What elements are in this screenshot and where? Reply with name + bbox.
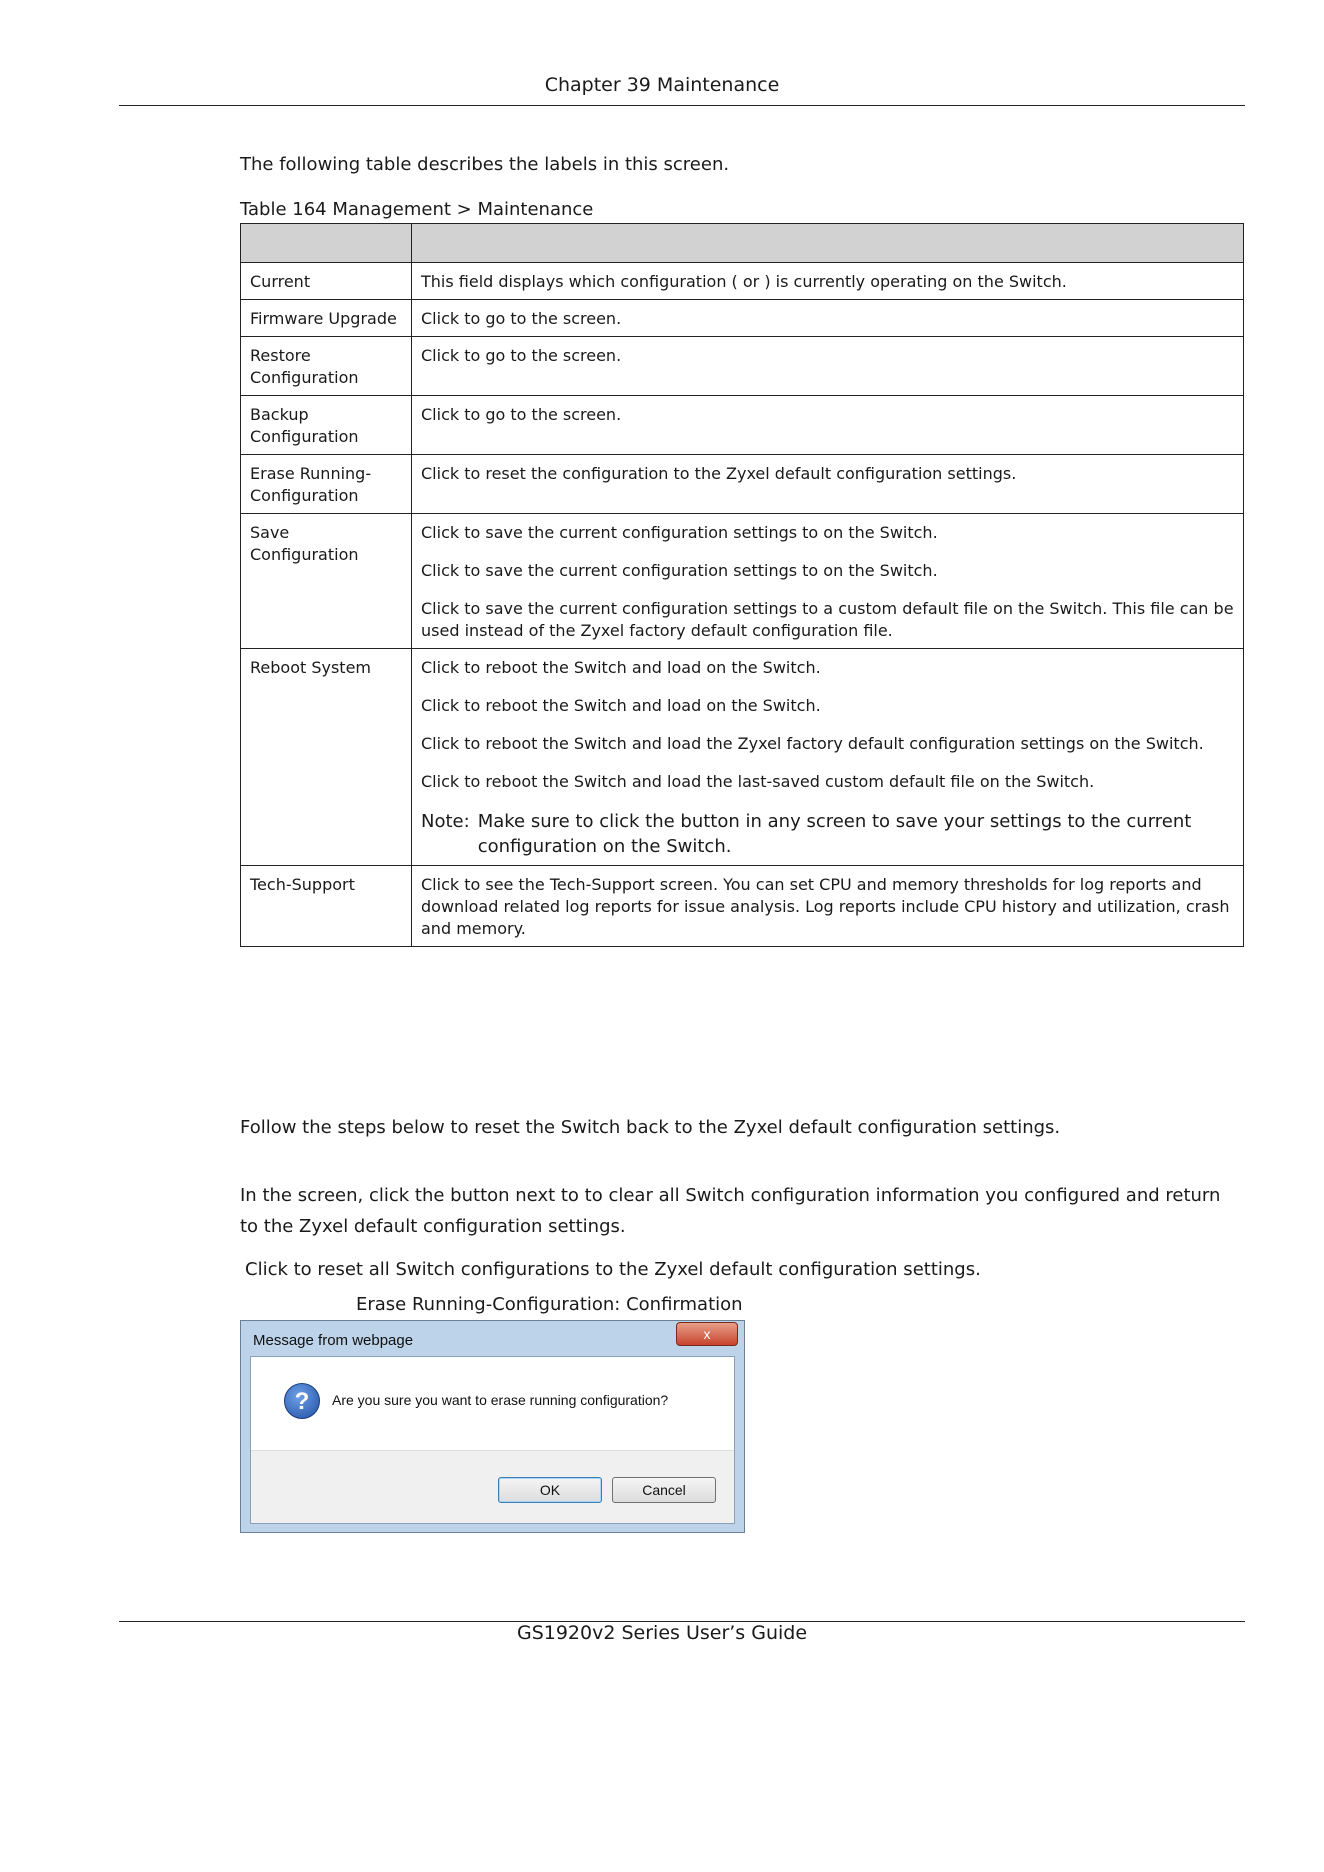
chapter-header: Chapter 39 Maintenance	[544, 74, 780, 96]
table-row	[241, 455, 1244, 514]
row-description	[412, 396, 1244, 455]
note-text: Make sure to click the button in any screen to save your settings to the current configuration on the Switch.	[477, 811, 1192, 857]
desc-paragraph: Click to reboot the Switch and load the Zyxel factory default configuration settings on the Switch.	[421, 734, 1204, 753]
desc-paragraph: Click to go to the screen.	[421, 405, 622, 424]
desc-paragraph: Click to reboot the Switch and load on the Switch.	[421, 696, 821, 715]
table-caption: Table 164 Management > Maintenance	[240, 199, 594, 220]
row-description	[412, 263, 1244, 300]
confirmation-dialog	[240, 1320, 745, 1533]
desc-paragraph: Click to save the current configuration settings to on the Switch.	[421, 523, 938, 542]
note	[421, 809, 1234, 859]
row-description	[412, 455, 1244, 514]
table-row	[241, 263, 1244, 300]
desc-paragraph: Click to see the Tech-Support screen. You can set CPU and memory thresholds for log reports and download related log reports for issue analysis. Log reports include CPU history and utilization, crash and memory.	[421, 875, 1230, 938]
dialog-message: Are you sure you want to erase running configuration?	[332, 1392, 669, 1408]
desc-paragraph: Click to reboot the Switch and load the last-saved custom default file on the Switch.	[421, 772, 1095, 791]
labels-table	[240, 223, 1244, 947]
header-cell-label	[241, 224, 412, 263]
row-description	[412, 649, 1244, 866]
table-header-row	[241, 224, 1244, 263]
row-label: Erase Running-Configuration	[241, 455, 412, 514]
row-description	[412, 337, 1244, 396]
header-cell-description	[412, 224, 1244, 263]
table-row	[241, 649, 1244, 866]
steps-intro: Follow the steps below to reset the Switch back to the Zyxel default configuration settings.	[240, 1117, 1061, 1138]
dialog-title: Message from webpage	[253, 1332, 414, 1349]
table-row	[241, 337, 1244, 396]
row-label: Reboot System	[241, 649, 412, 866]
row-label: Restore Configuration	[241, 337, 412, 396]
row-label: Current	[241, 263, 412, 300]
desc-paragraph: Click to go to the screen.	[421, 309, 622, 328]
dialog-body	[250, 1356, 735, 1524]
question-icon: ?	[284, 1383, 320, 1419]
table-row	[241, 514, 1244, 649]
header-rule	[119, 105, 1245, 106]
intro-text: The following table describes the labels in this screen.	[240, 154, 730, 175]
desc-paragraph: Click to save the current configuration settings to on the Switch.	[421, 561, 938, 580]
table-row	[241, 866, 1244, 947]
row-description	[412, 866, 1244, 947]
cancel-button[interactable]: Cancel	[612, 1477, 716, 1503]
desc-paragraph: Click to reboot the Switch and load on the Switch.	[421, 658, 821, 677]
ok-button[interactable]: OK	[498, 1477, 602, 1503]
row-label: Save Configuration	[241, 514, 412, 649]
desc-paragraph: Click to go to the screen.	[421, 346, 622, 365]
row-description	[412, 300, 1244, 337]
desc-paragraph: This field displays which configuration ( or ) is currently operating on the Switch.	[421, 272, 1067, 291]
row-description	[412, 514, 1244, 649]
dialog-footer	[251, 1450, 734, 1523]
footer-guide: GS1920v2 Series User’s Guide	[516, 1622, 808, 1644]
row-label: Tech-Support	[241, 866, 412, 947]
figure-caption: Erase Running-Configuration: Confirmation	[356, 1294, 743, 1315]
table-row	[241, 396, 1244, 455]
row-label: Firmware Upgrade	[241, 300, 412, 337]
table-row	[241, 300, 1244, 337]
desc-paragraph: Click to save the current configuration settings to a custom default file on the Switch. This file can be used instead of the Zyxel factory default configuration file.	[421, 599, 1234, 640]
desc-paragraph: Click to reset the configuration to the Zyxel default configuration settings.	[421, 464, 1017, 483]
step-2: Click to reset all Switch configurations to the Zyxel default configuration settings.	[245, 1259, 981, 1280]
note-label: Note:	[421, 811, 470, 832]
row-label: Backup Configuration	[241, 396, 412, 455]
close-icon[interactable]: x	[676, 1322, 738, 1346]
step-1: In the screen, click the button next to to clear all Switch configuration information you configured and return to the Zyxel default configuration settings.	[240, 1185, 1221, 1237]
